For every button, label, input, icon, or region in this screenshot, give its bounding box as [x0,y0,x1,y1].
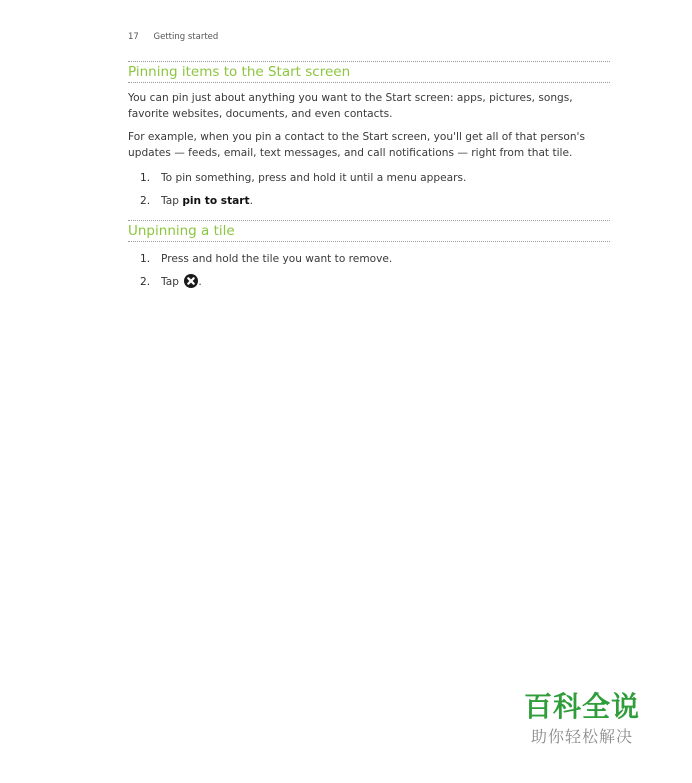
step-text: Press and hold the tile you want to remove. [161,253,393,265]
list-item [128,193,610,209]
step-prefix: Tap [161,276,183,288]
page-header [128,32,218,42]
unpin-icon [184,274,198,288]
step-number: 1. [140,172,151,184]
section-heading-pinning: Pinning items to the Start screen [128,61,610,83]
step-suffix: . [198,276,202,288]
step-suffix: . [249,195,253,207]
unpinning-steps [128,251,610,290]
pinning-section [128,61,610,216]
unpinning-section [128,220,610,297]
watermark-title: 百科全说 [523,690,640,723]
step-number: 2. [140,195,151,207]
chapter-title: Getting started [153,32,219,42]
page-number: 17 [128,32,139,42]
list-item [128,251,610,267]
list-item [128,274,610,290]
step-prefix: Tap [161,195,183,207]
section-heading-unpinning: Unpinning a tile [128,220,610,242]
step-number: 2. [140,276,151,288]
list-item [128,170,610,186]
step-text: To pin something, press and hold it until a menu appears. [161,172,467,184]
pinning-paragraph-2: For example, when you pin a contact to the Start screen, you'll get all of that person's updates — feeds, email, text messages, and call notifications — right from that tile. [128,131,585,159]
pinning-paragraph-1: You can pin just about anything you want to the Start screen: apps, pictures, songs, favorite websites, documents, and even contacts. [128,92,573,120]
step-number: 1. [140,253,151,265]
pin-to-start-label: pin to start [182,195,250,207]
watermark [524,690,640,748]
pinning-steps [128,170,610,209]
watermark-subtitle: 助你轻松解决 [530,727,633,746]
